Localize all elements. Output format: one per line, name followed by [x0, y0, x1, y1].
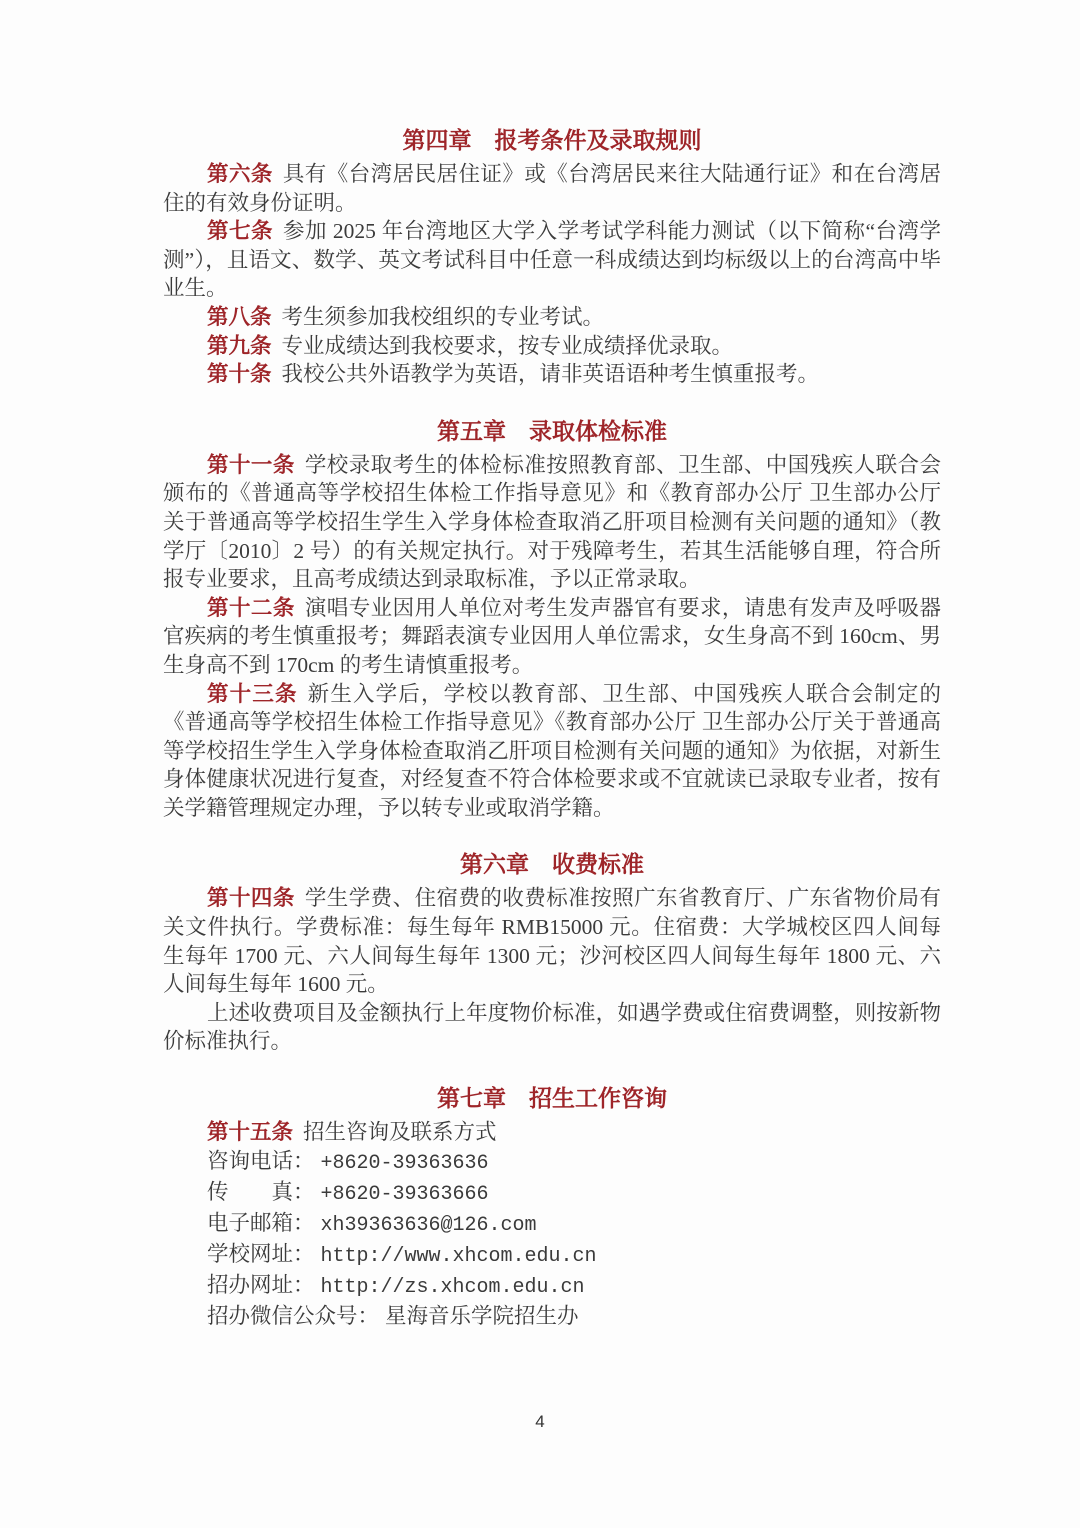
article-8-paragraph — [163, 303, 941, 332]
contact-email-value: xh39363636@126.com — [320, 1213, 537, 1237]
article-13-paragraph — [163, 680, 941, 823]
article-12-paragraph — [163, 594, 941, 680]
chapter-4-section — [163, 126, 941, 389]
chapter-7-section — [163, 1084, 941, 1331]
article-14-label: 第十四条 — [207, 886, 295, 911]
article-6-text: 具有《台湾居民居住证》或《台湾居民来往大陆通行证》和在台湾居住的有效身份证明。 — [163, 162, 941, 215]
article-10-text: 我校公共外语教学为英语，请非英语语种考生慎重报考。 — [281, 362, 820, 387]
contact-row-email — [207, 1209, 941, 1240]
contact-fax-value: +8620-39363666 — [320, 1182, 489, 1206]
contact-wechat-value: 星海音乐学院招生办 — [385, 1303, 579, 1328]
fee-note-paragraph — [163, 999, 941, 1056]
article-6-label: 第六条 — [207, 162, 273, 186]
contact-list — [163, 1147, 941, 1331]
contact-wechat-label: 招办微信公众号： — [207, 1303, 380, 1328]
article-7-label: 第七条 — [207, 219, 273, 244]
contact-row-school-website — [207, 1240, 941, 1271]
article-11-text: 学校录取考生的体检标准按照教育部、卫生部、中国残疾人联合会颁布的《普通高等学校招生体检工作指导意见》和《教育部办公厅 卫生部办公厅关于普通高等学校招生学生入学身体检查取消乙肝项目检测有关问题的通知》（教学厅〔2010〕2 号）的有关规定执行。对于残障考生，若其生活能够自理，符合所报专业要求，且高考成绩达到录取标准，予以正常录取。 — [163, 452, 941, 592]
article-14-paragraph — [163, 884, 941, 998]
page-content — [163, 126, 941, 1331]
article-15-text: 招生咨询及联系方式 — [303, 1120, 497, 1145]
chapter-4-heading: 第四章 报考条件及录取规则 — [402, 128, 702, 153]
contact-row-fax — [207, 1178, 941, 1209]
article-11-label: 第十一条 — [207, 452, 295, 477]
contact-school-website-value: http://www.xhcom.edu.cn — [320, 1244, 597, 1268]
contact-phone-value: +8620-39363636 — [320, 1151, 489, 1175]
contact-row-phone — [207, 1147, 941, 1178]
article-13-text: 新生入学后，学校以教育部、卫生部、中国残疾人联合会制定的《普通高等学校招生体检工作指导意见》《教育部办公厅 卫生部办公厅关于普通高等学校招生学生入学身体检查取消乙肝项目检测有关问题的通知》为依据，对新生身体健康状况进行复查，对经复查不符合体检要求或不宜就读已录取专业者，按有关学籍管理规定办理，予以转专业或取消学籍。 — [163, 681, 941, 820]
article-6-paragraph — [163, 160, 941, 217]
article-10-paragraph — [163, 360, 941, 389]
chapter-5-section — [163, 417, 941, 823]
article-9-label: 第九条 — [207, 333, 272, 358]
article-7-paragraph — [163, 217, 941, 303]
article-10-label: 第十条 — [207, 362, 272, 387]
article-9-paragraph — [163, 332, 941, 361]
article-12-text: 演唱专业因用人单位对考生发声器官有要求，请患有发声及呼吸器官疾病的考生慎重报考；舞蹈表演专业因用人单位需求，女生身高不到 160cm、男生身高不到 170cm 的考生请慎重报考。 — [163, 595, 941, 677]
contact-phone-label: 咨询电话： — [207, 1148, 315, 1173]
article-15-label: 第十五条 — [207, 1120, 294, 1145]
article-11-paragraph — [163, 451, 941, 594]
article-8-label: 第八条 — [207, 304, 272, 329]
chapter-7-heading: 第七章 招生工作咨询 — [437, 1086, 667, 1112]
article-14-text: 学生学费、住宿费的收费标准按照广东省教育厅、广东省物价局有关文件执行。学费标准：每生每年 RMB15000 元。住宿费：大学城校区四人间每生每年 1700 元、六人间每生每年 1300 元；沙河校区四人间每生每年 1800 元、六人间每生每年 1600 元。 — [163, 886, 941, 997]
contact-row-admissions-website — [207, 1271, 941, 1302]
chapter-5-heading: 第五章 录取体检标准 — [437, 418, 667, 444]
contact-fax-label: 传 真： — [207, 1179, 315, 1204]
chapter-6-section — [163, 850, 941, 1056]
article-8-text: 考生须参加我校组织的专业考试。 — [281, 304, 605, 329]
article-9-text: 专业成绩达到我校要求，按专业成绩择优录取。 — [281, 333, 734, 358]
contact-admissions-website-label: 招办网址： — [207, 1272, 315, 1297]
contact-email-label: 电子邮箱： — [207, 1210, 315, 1235]
contact-school-website-label: 学校网址： — [207, 1241, 315, 1266]
page-number: 4 — [535, 1412, 545, 1431]
fee-note-text: 上述收费项目及金额执行上年度物价标准，如遇学费或住宿费调整，则按新物价标准执行。 — [163, 1000, 941, 1054]
contact-row-wechat — [207, 1302, 941, 1331]
article-15-paragraph — [163, 1118, 941, 1147]
contact-admissions-website-value: http://zs.xhcom.edu.cn — [320, 1275, 585, 1299]
article-7-text: 参加 2025 年台湾地区大学入学考试学科能力测试（以下简称“台湾学测”），且语文、数学、英文考试科目中任意一科成绩达到均标级以上的台湾高中毕业生。 — [163, 219, 941, 301]
article-13-label: 第十三条 — [207, 681, 298, 706]
chapter-6-heading: 第六章 收费标准 — [460, 852, 644, 878]
article-12-label: 第十二条 — [207, 595, 295, 620]
